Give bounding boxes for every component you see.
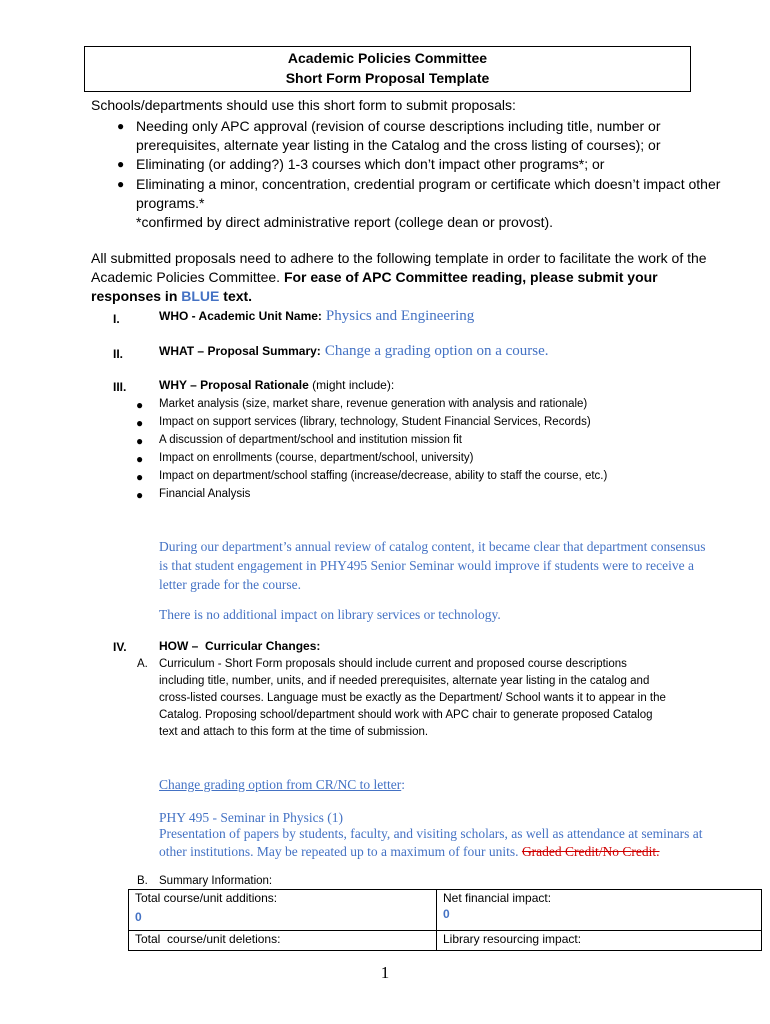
bullet-icon: ● [136,398,144,412]
change-heading [159,775,405,794]
net-financial-label: Net financial impact: [443,891,552,905]
curriculum-text-line-1: Curriculum - Short Form proposals should include current and proposed course descriptions [159,658,627,670]
intro-bullet-1-line-1: Needing only APC approval (revision of course descriptions including title, number or [136,118,661,134]
bullet-icon: ● [117,119,125,133]
table-row [129,890,762,931]
academic-unit-name: Physics and Engineering [325,308,475,324]
what-label: WHAT – Proposal Summary: [159,344,321,358]
change-heading-text: Change grading option from CR/NC to letter [159,777,402,792]
why-item: A discussion of department/school and institution mission fit [159,434,462,446]
why-item: Impact on enrollments (course, department/school, university) [159,452,474,464]
summary-information-label: Summary Information: [159,875,273,887]
blue-word: BLUE [181,288,220,304]
bullet-icon: ● [136,434,144,448]
intro-bullet-3-line-2: programs.* [136,195,205,211]
rationale-response-line-1: During our department’s annual review of catalog content, it became clear that department consensus [159,539,706,554]
curriculum-text-line-4: Catalog. Proposing school/department should work with APC chair to generate proposed Catalog [159,709,653,721]
additions-label: Total course/unit additions: [135,891,278,905]
who-label: WHO - Academic Unit Name: [159,309,322,323]
submission-line-2 [91,268,658,287]
why-item: Financial Analysis [159,488,251,500]
curriculum-text-line-2: including title, number, units, and if needed prerequisites, alternate year listing in the catalog and [159,675,650,687]
net-financial-value: 0 [443,907,450,921]
part-a-marker: A. [137,658,148,670]
intro-bullet-3-line-3: *confirmed by direct administrative report (college dean or provost). [136,214,554,230]
why-label: WHY – Proposal Rationale [159,378,309,392]
bullet-icon: ● [117,157,125,171]
deletions-label: Total course/unit deletions: [135,932,281,946]
title-line-1: Academic Policies Committee [287,50,488,66]
section-1-number: I. [113,312,120,326]
why-label-note: (might include): [312,378,395,392]
intro-bullet-1-line-2: prerequisites, alternate year listing in the Catalog and the cross listing of courses); or [136,137,661,153]
section-2-number: II. [113,347,124,361]
deletions-cell [129,931,437,951]
curriculum-text-line-3: cross-listed courses. Language must be exactly as the Department/ School wants it to appear in the [159,692,666,704]
bullet-icon: ● [136,470,144,484]
why-item: Impact on department/school staffing (increase/decrease, ability to staff the course, etc.) [159,470,608,482]
library-cell [437,931,762,951]
table-row [129,931,762,951]
page-number: 1 [380,963,390,982]
submission-end: text. [223,288,253,304]
rationale-response-library: There is no additional impact on library services or technology. [159,607,501,622]
rationale-response-line-2: is that student engagement in PHY495 Senior Seminar would improve if students were to receive a [159,558,695,573]
submission-bold-2: responses in [91,288,178,304]
section-4-number: IV. [113,640,127,654]
title-line-2: Short Form Proposal Template [285,70,490,86]
section-what [159,342,549,361]
course-title: PHY 495 - Seminar in Physics (1) [159,810,343,825]
struck-grading-text: Graded Credit/No Credit. [521,844,660,859]
additions-value: 0 [135,910,142,924]
part-b-marker: B. [137,875,148,887]
why-item: Impact on support services (library, technology, Student Financial Services, Records) [159,416,591,428]
library-label: Library resourcing impact: [443,932,582,946]
submission-plain: Academic Policies Committee. [91,269,281,285]
course-description-line-1: Presentation of papers by students, faculty, and visiting scholars, as well as attendance at seminars at [159,826,703,841]
additions-cell [129,890,437,931]
intro-bullet-3-line-1: Eliminating a minor, concentration, credential program or certificate which doesn’t impact other [136,176,721,192]
change-heading-colon: : [401,777,405,792]
submission-bold: For ease of APC Committee reading, please submit your [283,269,658,285]
proposal-summary: Change a grading option on a course. [324,343,549,359]
section-why-heading [159,378,394,392]
bullet-icon: ● [117,177,125,191]
intro-lead: Schools/departments should use this short form to submit proposals: [91,97,516,113]
bullet-icon: ● [136,488,144,502]
rationale-response-line-3: letter grade for the course. [159,577,302,592]
why-item: Market analysis (size, market share, revenue generation with analysis and rationale) [159,398,588,410]
summary-table [128,889,762,951]
submission-line-3 [91,287,252,306]
title-box [84,46,691,92]
bullet-icon: ● [136,452,144,466]
submission-line-1: All submitted proposals need to adhere to the following template in order to facilitate the work of the [91,250,707,266]
bullet-icon: ● [136,416,144,430]
net-financial-cell [437,890,762,931]
how-label: HOW – Curricular Changes: [159,639,321,653]
section-who [159,307,474,326]
course-description-text: other institutions. May be repeated up to a maximum of four units. [159,844,519,859]
intro-bullet-2: Eliminating (or adding?) 1-3 courses which don’t impact other programs*; or [136,156,605,172]
curriculum-text-line-5: text and attach to this form at the time of submission. [159,726,429,738]
course-description-line-2 [159,842,660,861]
section-3-number: III. [113,380,127,394]
